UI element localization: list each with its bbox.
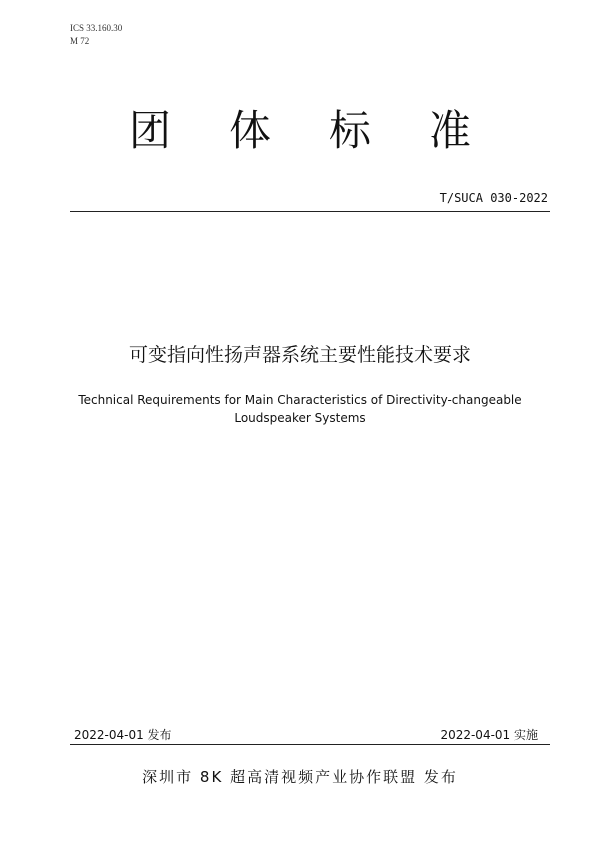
english-title-line-1: Technical Requirements for Main Characteristics of Directivity-changeable: [78, 393, 522, 407]
ics-code: ICS 33.160.30: [70, 23, 123, 33]
english-title: [0, 391, 600, 427]
chinese-title: 可变指向性扬声器系统主要性能技术要求: [128, 344, 471, 366]
document-type-title: 团体标准: [128, 106, 529, 155]
ccs-code: M 72: [70, 36, 90, 46]
publisher: 深圳市 8K 超高清视频产业协作联盟 发布: [142, 768, 458, 786]
publish-date: 2022-04-01 发布: [74, 728, 172, 742]
top-divider: [70, 211, 550, 212]
implement-date: 2022-04-01 实施: [440, 728, 538, 742]
standard-number: T/SUCA 030-2022: [439, 191, 548, 205]
bottom-divider: [70, 744, 550, 745]
english-title-line-2: Loudspeaker Systems: [234, 411, 366, 425]
